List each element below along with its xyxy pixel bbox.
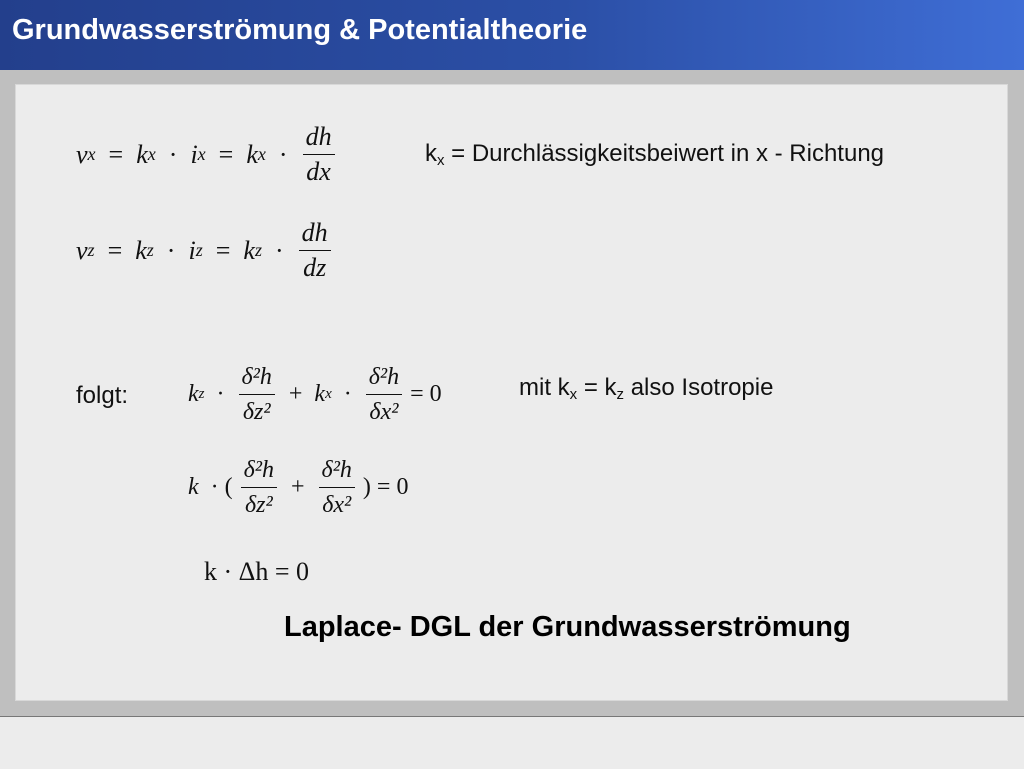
eq3-k2-sub: x <box>325 386 332 402</box>
equation-laplace <box>204 555 309 587</box>
eq3-k1: k <box>188 381 199 407</box>
eq4-numerator-z: δ²h <box>241 455 277 488</box>
eq2-k1-sub: z <box>146 240 154 260</box>
isotropy-prefix: mit k <box>519 374 570 401</box>
eq4-numerator-x: δ²h <box>319 455 355 488</box>
kx-symbol: k <box>425 140 437 167</box>
eq1-denominator: dx <box>306 157 331 186</box>
isotropy-mid: = k <box>577 374 617 401</box>
laplace-conclusion: Laplace- DGL der Grundwasserströmung <box>284 611 851 643</box>
kx-text: = Durchlässigkeitsbeiwert in x - Richtung <box>444 140 885 167</box>
eq3-numerator-z: δ²h <box>239 362 275 395</box>
equation-vz: vz = kz · iz = kz · $\frac{dh}{dz}$ <box>76 218 333 283</box>
equation-vx: vx = kx · ix = kx · $\frac{dh}{dx}$ <box>76 122 337 187</box>
eq3-fraction-z <box>239 362 275 427</box>
eq2-k1: k <box>135 235 147 265</box>
eq3-denominator-z: δz² <box>242 399 271 425</box>
eq3-denominator-x: δx² <box>369 399 399 425</box>
slide-header <box>0 0 1024 70</box>
eq2-i: i <box>188 235 196 265</box>
eq1-v: v <box>76 139 88 169</box>
eq4-rhs: = 0 <box>376 474 409 500</box>
eq4-fraction-x <box>319 455 355 520</box>
eq2-numerator: dh <box>299 218 331 251</box>
eq4-k: k <box>188 474 199 500</box>
eq2-k2-sub: z <box>254 240 262 260</box>
eq1-fraction <box>303 122 335 187</box>
eq3-fraction-x <box>366 362 402 427</box>
eq2-v: v <box>76 235 88 265</box>
isotropy-suffix: also Isotropie <box>624 374 774 401</box>
equation-isotropic: k · ( $\frac{\text{δ²h}}{\text{δz²}}$ + $\frac{\text{δ²h}}{\text{δx²}}$ ) = 0 <box>188 457 409 518</box>
eq4-denominator-x: δx² <box>322 492 352 518</box>
eq1-k2: k <box>246 139 258 169</box>
folgt-label: folgt: <box>76 382 129 409</box>
slide-title: Grundwasserströmung & Potentialtheorie <box>12 14 588 46</box>
isotropy-sub-z: z <box>616 386 625 403</box>
eq2-k2: k <box>243 235 255 265</box>
eq1-k2-sub: x <box>257 144 266 164</box>
eq1-i: i <box>190 139 198 169</box>
eq2-fraction <box>299 218 331 283</box>
slide-footer <box>0 716 1024 769</box>
eq1-numerator: dh <box>303 122 335 155</box>
kx-subscript: x <box>437 152 445 169</box>
eq3-k2: k <box>314 381 326 407</box>
isotropy-sub-x: x <box>569 386 578 403</box>
eq2-denominator: dz <box>303 253 327 282</box>
eq3-numerator-x: δ²h <box>366 362 402 395</box>
kx-definition-note <box>425 140 884 169</box>
eq2-v-sub: z <box>87 240 95 260</box>
eq1-k1: k <box>136 139 148 169</box>
eq4-fraction-z <box>241 455 277 520</box>
eq1-k1-sub: x <box>147 144 156 164</box>
equation-anisotropic: kz · $\frac{\text{δ²h}}{\text{δz²}}$ + kx · $\frac{\text{δ²h}}{\text{δx²}}$ = 0 <box>188 364 442 425</box>
eq3-k1-sub: z <box>198 386 205 402</box>
eq3-rhs: = 0 <box>410 381 442 407</box>
eq4-denominator-z: δz² <box>244 492 273 518</box>
eq2-i-sub: z <box>195 240 203 260</box>
eq5-text: k · Δh = 0 <box>204 557 310 587</box>
eq1-v-sub: x <box>87 144 96 164</box>
eq1-i-sub: x <box>197 144 206 164</box>
isotropy-note <box>519 374 773 403</box>
